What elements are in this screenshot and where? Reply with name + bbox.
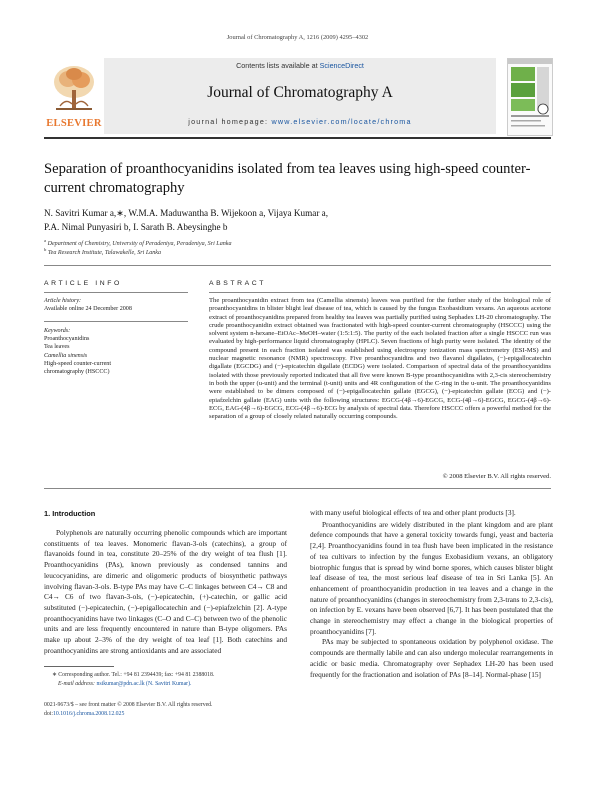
abstract-text: The proanthocyanidin extract from tea (Camellia sinensis) leaves was purified for the further study of the biological role of proanthocyanidins in blister blight leaf disease of tea, which is caused by the fungus Exobasidium vexans. An aqueous acetone extract of proanthocyanidins prepared from healthy tea leaves was partially purified using Sephadex LH-20 chromatography. The crude proanthocyanidin extract obtained was fractionated with high-speed counter-current chromatography (HSCCC) using the solvent system n-hexane–EtOAc–MeOH–water (1:5:1:5). The purity of the each isolated fraction after a single HSCCC run was evaluated by high-performance liquid chromatography (HPLC). Seven fractions of high purity were isolated. The identity of the compound present in each fraction isolated was established using electrospray ionization mass spectrometry (ESI-MS) and nuclear magnetic resonance (NMR) spectroscopy. Five proanthocyanidins and two flavanol digallates, (−)-epigallocatechin digallate (EGCDG) and (−)-epicatechin digallate (ECDG) were isolated. Comparison of spectral data of the proanthocyanidins isolated with those previously reported indicated that all five were known B-type proanthocyanidins with 2,3-cis stereochemistry in both the upper (u-unit) and the terminal (t-unit) units and 4R configuration of the C-ring in the u-unit. The proanthocyanidins were established to be dimers composed of (−)-epigallocatechin gallate (EGCG), (−)-epicatechin gallate (ECG) and (−)-epiafzelchin gallate (EAG) units with the following structures: EGCG-(4β→6)-EGCG, ECG-(4β→6)-EGCG, EGCG-(4β→6)-ECG, EAG-(4β→6)-EGCG, ECG-(4β→6)-ECG by analysis of spectral data. Therefore HSCCC offers a powerful method for the separation of a group of closely related naturally occurring compounds. xyxy=(209,297,551,421)
paragraph: Polyphenols are naturally occurring phenolic compounds which are important constituents of tea leaves. Monomeric flavan-3-ols (catechins), a group of flavanoids found in tea, constitute 20–25% of the dry weight of tea flush [1]. Proanthocyanidins (PAs), known previously as condensed tannins and leucocyanidins, are dimeric and oligomeric products of biosynthetic pathways involving flavan-3-ols. B-type PAs may have C–C linkages between C4→ C8 and C4→ C6 of two flavan-3-ols, (−)-epicatechin, (+)-catechin, or gallic acid substituted (−)-epicatechin, (−)-epigallocatechin and (−)-epiafzelchin [2]. A-type proanthocyanidins have two linkages (C–O and C–C) between two of the phenolic units and are less frequently encountered in nature than B-type oligomers. PAs make up about 2–3% of the dry weight of tea leaf [1]. Both catechins and proanthocyanidins are strong antioxidants and are associated xyxy=(44,528,287,655)
affiliation-b-text: Tea Research Institute, Talawakelle, Sri Lanka xyxy=(47,250,162,257)
journal-cover-icon xyxy=(508,59,552,135)
history-value: Available online 24 December 2008 xyxy=(44,306,132,313)
affiliation-b: $^b$ Tea Research Institute, Talawakelle, Sri Lanka xyxy=(44,247,162,257)
affiliation-a: $^a$ Department of Chemistry, University of Peradeniya, Peradeniya, Sri Lanka xyxy=(44,238,232,248)
keyword: Camellia sinensis xyxy=(44,352,88,359)
abstract-heading: ABSTRACT xyxy=(209,280,267,287)
article-history xyxy=(44,297,184,313)
author-line-1: N. Savitri Kumar a,∗, W.M.A. Maduwantha B. Wijekoon a, Vijaya Kumar a, xyxy=(44,208,329,218)
paragraph: Proanthocyanidins are widely distributed in the plant kingdom and are plant defence compounds that have a general toxicity towards fungi, yeast and bacteria [2,4]. Proanthocyanidins found in tea flush have been implicated in the resistance of tea cultivars to infection by the fungus Exobasidium vexans, an obligatory biotrophic fungus that is spread by wind borne spores, which causes blister blight leaf disease of tea, the most serious leaf disease of tea in Sri Lanka [5]. An enhancement of proanthocyanidin production in tea leaves and a change in the nature of proanthocyanidins (changes in stereochemistry from 2,3-trans to 2,3-cis), on infection by E. vexans have been observed [6,7]. It has been postulated that the change in stereochemistry may effect a change in the biological properties of proanthocyanidins [7]. xyxy=(310,519,553,636)
journal-title: Journal of Chromatography A xyxy=(207,84,393,101)
keyword: Tea leaves xyxy=(44,344,70,351)
article-info-heading: ARTICLE INFO xyxy=(44,280,122,287)
sciencedirect-link[interactable]: ScienceDirect xyxy=(319,61,364,70)
abstract-bottom-rule xyxy=(44,488,551,489)
elsevier-tree-icon xyxy=(50,62,98,114)
homepage-prefix: journal homepage: xyxy=(188,117,272,126)
corresponding-author-note: ∗ Corresponding author. Tel.: +94 81 2394439; fax: +94 81 2388018. xyxy=(52,672,215,678)
affiliation-a-text: Department of Chemistry, University of Peradeniya, Peradeniya, Sri Lanka xyxy=(47,241,232,248)
keywords-label: Keywords: xyxy=(44,328,71,334)
keyword: Proanthocyanidins xyxy=(44,336,90,343)
footnote-rule xyxy=(44,666,114,667)
paragraph: PAs may be subjected to spontaneous oxidation by polyphenol oxidase. The compounds are thermally labile and can also undergo molecular rearrangements in acidic or basic media. Chromatography over Sephadex LH-20 has been used frequently for the fractionation and isolation of PAs [8–14]. Normal-phase [15] xyxy=(310,637,553,679)
journal-homepage xyxy=(104,117,496,126)
publisher-name: ELSEVIER xyxy=(46,118,102,129)
doi-label: doi: xyxy=(44,711,54,717)
section-divider xyxy=(44,265,551,266)
introduction-heading: 1. Introduction xyxy=(44,509,96,518)
elsevier-logo xyxy=(44,58,104,134)
intro-left-column xyxy=(44,528,287,656)
issn-line: 0021-9673/$ – see front matter © 2008 Elsevier B.V. All rights reserved. xyxy=(44,702,213,708)
copyright: © 2008 Elsevier B.V. All rights reserved. xyxy=(442,473,551,480)
contents-prefix: Contents lists available at xyxy=(236,61,320,70)
keywords-rule xyxy=(44,321,188,322)
abstract-rule xyxy=(209,292,551,293)
homepage-link[interactable]: www.elsevier.com/locate/chroma xyxy=(271,117,412,126)
keyword: chromatography (HSCCC) xyxy=(44,369,110,376)
contents-available xyxy=(104,61,496,70)
doi-link[interactable]: 10.1016/j.chroma.2008.12.025 xyxy=(53,711,125,717)
paragraph: with many useful biological effects of tea and other plant products [3]. xyxy=(310,508,516,517)
article-title: Separation of proanthocyanidins isolated from tea leaves using high-speed counter-current chromatography xyxy=(44,161,531,196)
keyword: High-speed counter-current xyxy=(44,360,112,367)
doi-line xyxy=(44,711,124,717)
article-info-rule xyxy=(44,292,188,293)
journal-cover-image xyxy=(507,58,553,136)
journal-reference: Journal of Chromatography A, 1216 (2009) 4295–4302 xyxy=(226,34,369,41)
email-label: E-mail address: xyxy=(58,681,97,687)
intro-right-column xyxy=(310,508,553,680)
header-rule xyxy=(44,137,551,139)
author-line-2: P.A. Nimal Punyasiri b, I. Sarath B. Abeysinghe b xyxy=(44,222,228,232)
email-link[interactable]: nsikumar@pdn.ac.lk (N. Savitri Kumar). xyxy=(96,681,192,687)
keywords-block xyxy=(44,327,184,376)
author-list xyxy=(44,206,554,234)
history-label: Article history: xyxy=(44,298,82,304)
email-note xyxy=(58,681,191,687)
